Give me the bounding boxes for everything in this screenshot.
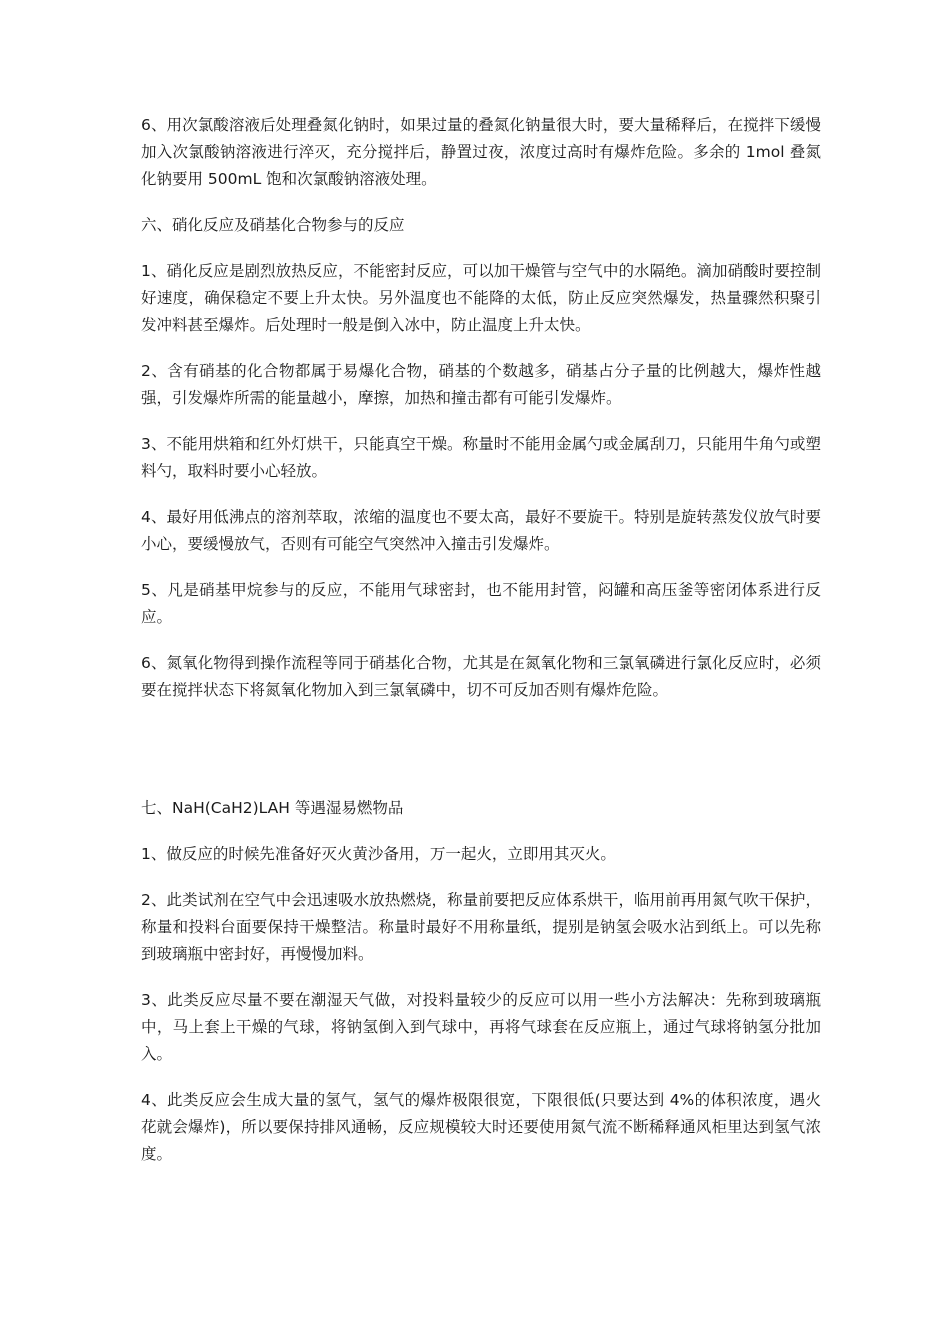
section-heading-water-reactive: 七、NaH(CaH2)LAH 等遇湿易燃物品 [141, 799, 404, 817]
section-heading-nitration: 六、硝化反应及硝基化合物参与的反应 [141, 216, 405, 234]
section-spacer [141, 723, 821, 795]
nitration-item-1: 1、硝化反应是剧烈放热反应，不能密封反应，可以加干燥管与空气中的水隔绝。滴加硝酸时要控制好速度，确保稳定不要上升太快。另外温度也不能降的太低，防止反应突然爆发，热量骤然积聚引发冲料甚至爆炸。后处理时一般是倒入冰中，防止温度上升太快。 [141, 262, 821, 334]
nitration-item-3: 3、不能用烘箱和红外灯烘干，只能真空干燥。称量时不能用金属勺或金属刮刀，只能用牛角勺或塑料勺，取料时要小心轻放。 [141, 435, 821, 480]
paragraph-sodium-azide-quench: 6、用次氯酸溶液后处理叠氮化钠时，如果过量的叠氮化钠量很大时，要大量稀释后，在搅拌下缓慢加入次氯酸钠溶液进行淬灭，充分搅拌后，静置过夜，浓度过高时有爆炸危险。多余的 1mol 叠氮化钠要用 500mL 饱和次氯酸钠溶液处理。 [141, 116, 821, 188]
water-reactive-item-4: 4、此类反应会生成大量的氢气，氢气的爆炸极限很宽，下限很低(只要达到 4%的体积浓度，遇火花就会爆炸)，所以要保持排风通畅，反应规模较大时还要使用氮气流不断稀释通风柜里达到氢气浓度。 [141, 1091, 821, 1163]
water-reactive-item-2: 2、此类试剂在空气中会迅速吸水放热燃烧，称量前要把反应体系烘干，临用前再用氮气吹干保护，称量和投料台面要保持干燥整洁。称量时最好不用称量纸，提别是钠氢会吸水沾到纸上。可以先称到玻璃瓶中密封好，再慢慢加料。 [141, 891, 821, 963]
document-body [141, 112, 821, 1187]
nitration-item-5: 5、凡是硝基甲烷参与的反应，不能用气球密封，也不能用封管，闷罐和高压釜等密闭体系进行反应。 [141, 581, 821, 626]
nitration-item-2: 2、含有硝基的化合物都属于易爆化合物，硝基的个数越多，硝基占分子量的比例越大，爆炸性越强，引发爆炸所需的能量越小，摩擦，加热和撞击都有可能引发爆炸。 [141, 362, 821, 407]
nitration-item-4: 4、最好用低沸点的溶剂萃取，浓缩的温度也不要太高，最好不要旋干。特别是旋转蒸发仪放气时要小心，要缓慢放气，否则有可能空气突然冲入撞击引发爆炸。 [141, 508, 821, 553]
nitration-item-6: 6、氮氧化物得到操作流程等同于硝基化合物，尤其是在氮氧化物和三氯氧磷进行氯化反应时，必须要在搅拌状态下将氮氧化物加入到三氯氧磷中，切不可反加否则有爆炸危险。 [141, 654, 821, 699]
water-reactive-item-3: 3、此类反应尽量不要在潮湿天气做，对投料量较少的反应可以用一些小方法解决：先称到玻璃瓶中，马上套上干燥的气球，将钠氢倒入到气球中，再将气球套在反应瓶上，通过气球将钠氢分批加入。 [141, 991, 821, 1063]
water-reactive-item-1: 1、做反应的时候先准备好灭火黄沙备用，万一起火，立即用其灭火。 [141, 845, 616, 863]
